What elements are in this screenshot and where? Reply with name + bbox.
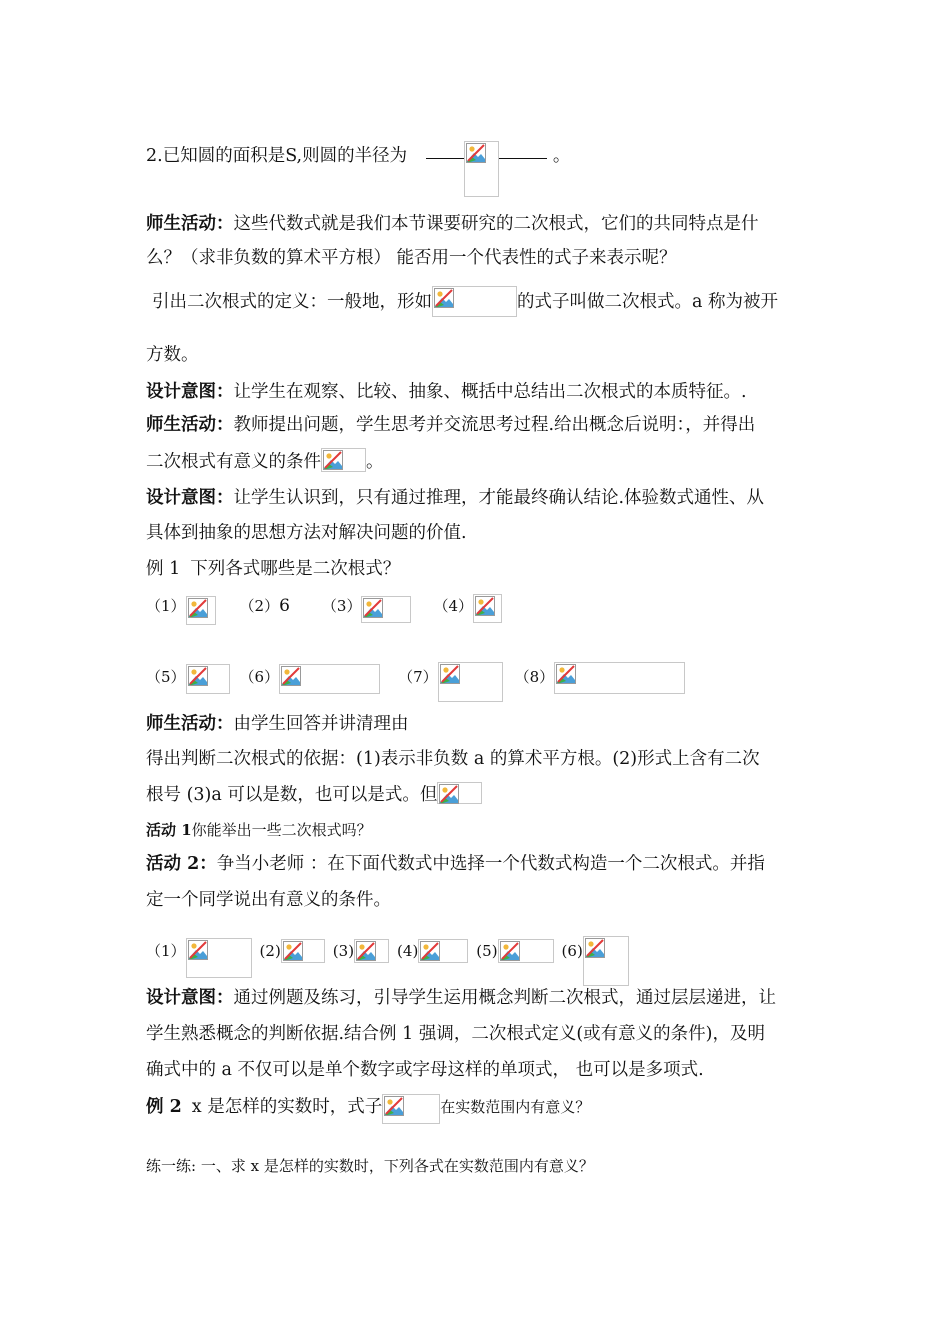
formula-image-act-4 [418,939,468,963]
example-label: 例 2 [146,1097,182,1117]
activity-2-items: （1） (2) (3) (4) (5) (6) [146,936,629,986]
activity-label: 活动 1 [146,821,192,839]
activity-2-line-cont: 定一个同学说出有意义的条件。 [146,890,391,910]
broken-image-icon [434,288,454,308]
example-1-heading: 例 1 下列各式哪些是二次根式？ [146,559,401,579]
activity-1-line: 活动 1你能举出一些二次根式吗？ [146,821,372,839]
broken-image-icon [440,664,460,684]
broken-image-icon [384,1096,404,1116]
formula-image-act-3 [354,939,389,963]
question-2-text: 2.已知圆的面积是S,则圆的半径为 [146,146,408,166]
broken-image-icon [363,598,383,618]
example-1-row-2: （5） （6） （7） （8） [146,662,685,702]
formula-image-item-3 [361,596,411,623]
formula-image-but [437,782,482,804]
broken-image-icon [585,938,605,958]
paragraph-design-1: 设计意图：让学生在观察、比较、抽象、概括中总结出二次根式的本质特征。. [146,382,747,402]
formula-image-item-5 [186,664,230,694]
section-label: 设计意图： [146,382,234,402]
broken-image-icon [356,941,376,961]
broken-image-icon [500,941,520,961]
activity-2-line: 活动 2：争当小老师 ：在下面代数式中选择一个代数式构造一个二次根式。并指 [146,854,765,874]
formula-image-act-1 [186,938,252,978]
formula-image-act-2 [281,939,325,963]
paragraph-activity-1: 师生活动：这些代数式就是我们本节课要研究的二次根式，它们的共同特点是什 [146,214,759,234]
formula-image-act-6 [583,936,629,986]
broken-image-icon [466,143,486,163]
paragraph-activity-1-cont: 么？（求非负数的算术平方根） 能否用一个代表性的式子来表示呢？ [146,248,677,268]
formula-image-item-4 [473,594,502,623]
formula-image-sqrt-a [432,286,517,317]
definition-line: 引出二次根式的定义：一般地，形如 的式子叫做二次根式。a 称为被开 [152,286,778,317]
paragraph-design-3-cont: 学生熟悉概念的判断依据.结合例 1 强调，二次根式定义(或有意义的条件)，及明 [146,1024,765,1044]
paragraph-activity-2: 师生活动：教师提出问题，学生思考并交流思考过程.给出概念后说明：，并得出 [146,415,756,435]
broken-image-icon [283,941,303,961]
example-2-line: 例 2 x 是怎样的实数时，式子 在实数范围内有意义？ [146,1094,590,1124]
paragraph-design-3: 设计意图：通过例题及练习，引导学生运用概念判断二次根式，通过层层递进，让 [146,988,776,1008]
broken-image-icon [475,596,495,616]
broken-image-icon [439,784,459,804]
paragraph-design-3-cont-2: 确式中的 a 不仅可以是单个数字或字母这样的单项式， 也可以是多项式. [146,1060,704,1080]
example-label: 例 1 [146,559,181,579]
answer-blank-right [499,158,547,159]
formula-image-condition [321,448,366,472]
answer-blank-left [426,158,464,159]
formula-image-item-8 [554,662,685,694]
formula-image-item-1 [186,596,216,625]
formula-image-example-2 [382,1094,440,1124]
broken-image-icon [188,666,208,686]
paragraph-activity-3-cont: 得出判断二次根式的依据：(1)表示非负数 a 的算术平方根。(2)形式上含有二次 [146,749,760,769]
paragraph-activity-2-cont: 二次根式有意义的条件 。 [146,448,384,474]
section-label: 师生活动： [146,714,234,734]
section-label: 设计意图： [146,988,234,1008]
broken-image-icon [420,941,440,961]
broken-image-icon [188,598,208,618]
paragraph-activity-3: 师生活动：由学生回答并讲清理由 [146,714,409,734]
example-1-row-1: （1） （2）6 （3） （4） [146,594,502,625]
activity-label: 活动 2： [146,854,217,874]
paragraph-activity-3-cont-2: 根号 (3)a 可以是数，也可以是式。但 [146,782,482,807]
paragraph-design-2: 设计意图：让学生认识到，只有通过推理，才能最终确认结论.体验数式通性、从 [146,488,765,508]
practice-line: 练一练: 一、求 x 是怎样的实数时，下列各式在实数范围内有意义？ [146,1157,594,1175]
broken-image-icon [188,940,208,960]
paragraph-design-2-cont: 具体到抽象的思想方法对解决问题的价值. [146,523,467,543]
definition-line-cont: 方数。 [146,345,199,365]
section-label: 师生活动： [146,214,234,234]
formula-image-act-5 [498,939,554,963]
section-label: 师生活动： [146,415,234,435]
section-label: 设计意图： [146,488,234,508]
broken-image-icon [281,666,301,686]
formula-image-radius [464,141,499,197]
question-2-line: 2.已知圆的面积是S,则圆的半径为 。 [146,141,570,197]
formula-image-item-6 [279,664,380,694]
broken-image-icon [556,664,576,684]
broken-image-icon [323,450,343,470]
formula-image-item-7 [438,662,503,702]
